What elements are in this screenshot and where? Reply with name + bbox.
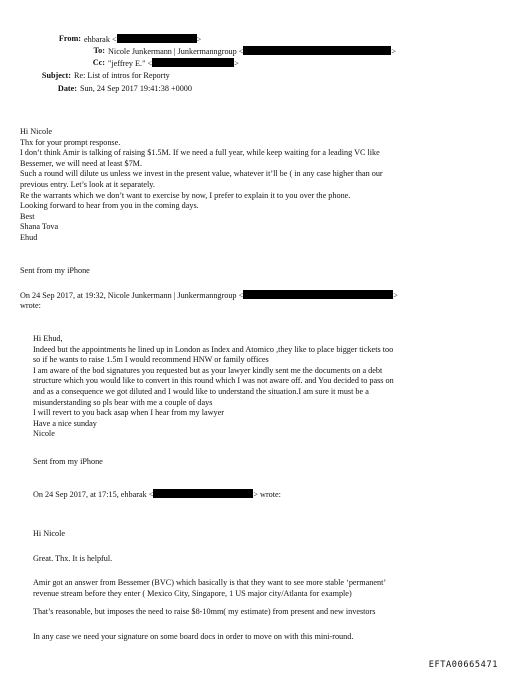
quoted-line: Great. Thx. It is helpful. — [33, 554, 113, 563]
date-label: Date: — [57, 84, 77, 93]
redaction-bar — [243, 46, 391, 55]
message-body — [20, 127, 383, 244]
body-line: Looking forward to hear from you in the coming days. — [20, 201, 199, 211]
body-line: Amir got an answer from Bessemer (BVC) which basically is that they want to see more stable ‘permanent’ — [33, 578, 387, 587]
body-line: and as a consequence we got diluted and I would like to understand the situation.I am sure it must be a — [33, 386, 369, 396]
subject-label: Subject: — [41, 71, 71, 80]
quote-intro — [33, 489, 281, 501]
angle-close: > — [391, 47, 397, 56]
from-value — [84, 34, 201, 46]
body-line: Bessemer, we will need at least $7M. — [20, 158, 142, 168]
body-line: so if he wants to raise 1.5m I would recommend HNW or family offices — [33, 355, 269, 365]
body-line: Hi Ehud, — [33, 334, 63, 343]
redaction-bar — [152, 58, 234, 67]
to-value — [108, 46, 396, 58]
quoted-line: That’s reasonable, but imposes the need to raise $8-10mm( my estimate) from present and new investors — [33, 607, 376, 616]
to-address: Nicole Junkermann | Junkermanngroup < — [108, 47, 244, 56]
quote-intro — [20, 290, 398, 302]
quoted-greeting: Hi Nicole — [33, 529, 66, 538]
from-address: ehbarak < — [84, 35, 117, 44]
signature-line: Ehud — [20, 232, 38, 242]
redaction-bar — [243, 290, 393, 299]
angle-close: > — [196, 35, 202, 44]
cc-value — [108, 58, 239, 70]
date-value: Sun, 24 Sep 2017 19:41:38 +0000 — [80, 84, 192, 93]
body-line: structure which you would like to convert in this round which I was not aware off. and You decided to pass on — [33, 376, 394, 386]
from-label: From: — [58, 34, 81, 43]
quote-intro-wrote: wrote: — [20, 301, 41, 310]
subject-value: Re: List of intros for Reporty — [74, 71, 170, 80]
quoted-paragraph — [33, 578, 386, 599]
body-line: misunderstanding so pls bear with me a couple of days — [33, 397, 213, 407]
body-line: Hi Nicole — [20, 127, 53, 136]
body-line: I don’t think Amir is talking of raising $1.5M. If we need a full year, while keep waiting for a leading VC like — [20, 148, 380, 158]
angle-close: > — [253, 490, 258, 499]
redaction-bar — [117, 34, 197, 43]
body-line: Such a round will dilute us unless we invest in the present value, whatever it’ll be ( in any case higher than our — [20, 169, 383, 179]
body-line: Thx for your prompt response. — [20, 137, 121, 147]
quote-intro-text: On 24 Sep 2017, at 19:32, Nicole Junkermann | Junkermanngroup < — [20, 291, 244, 300]
angle-close: > — [393, 291, 398, 300]
cc-address: "jeffrey E." < — [108, 59, 153, 68]
body-line: Have a nice sunday — [33, 418, 97, 428]
body-line: I am aware of the bod signatures you requested but as your lawyer kindly sent me the documents on a debt — [33, 365, 383, 375]
to-label: To: — [93, 46, 105, 55]
body-line: Best — [20, 211, 35, 221]
document-id: EFTA00665471 — [428, 660, 498, 670]
body-line: Shana Tova — [20, 222, 59, 232]
body-line: I will revert to you back asap when I hear from my lawyer — [33, 408, 224, 418]
quote-intro-text: On 24 Sep 2017, at 17:15, ehbarak < — [33, 490, 154, 499]
cc-label: Cc: — [92, 58, 105, 67]
body-line: Re the warrants which we don’t want to exercise by now, I prefer to explain it to you over the phone. — [20, 190, 351, 200]
body-line: revenue stream before they enter ( Mexico City, Singapore, 1 US major city/Atlanta for example) — [33, 588, 352, 598]
angle-close: > — [234, 59, 239, 68]
body-line: Indeed but the appointments he lined up in London as Index and Atomico ,they like to place bigger tickets too — [33, 344, 394, 354]
redaction-bar — [153, 489, 253, 498]
sent-from-note: Sent from my iPhone — [33, 457, 103, 466]
signature-line: Nicole — [33, 429, 55, 439]
quoted-line: In any case we need your signature on some board docs in order to move on with this mini-round. — [33, 632, 354, 641]
quote-intro-wrote: wrote: — [260, 490, 281, 499]
sent-from-note: Sent from my iPhone — [20, 266, 90, 275]
quoted-message-body — [33, 334, 394, 440]
body-line: previous entry. Let’s look at it separately. — [20, 179, 155, 189]
